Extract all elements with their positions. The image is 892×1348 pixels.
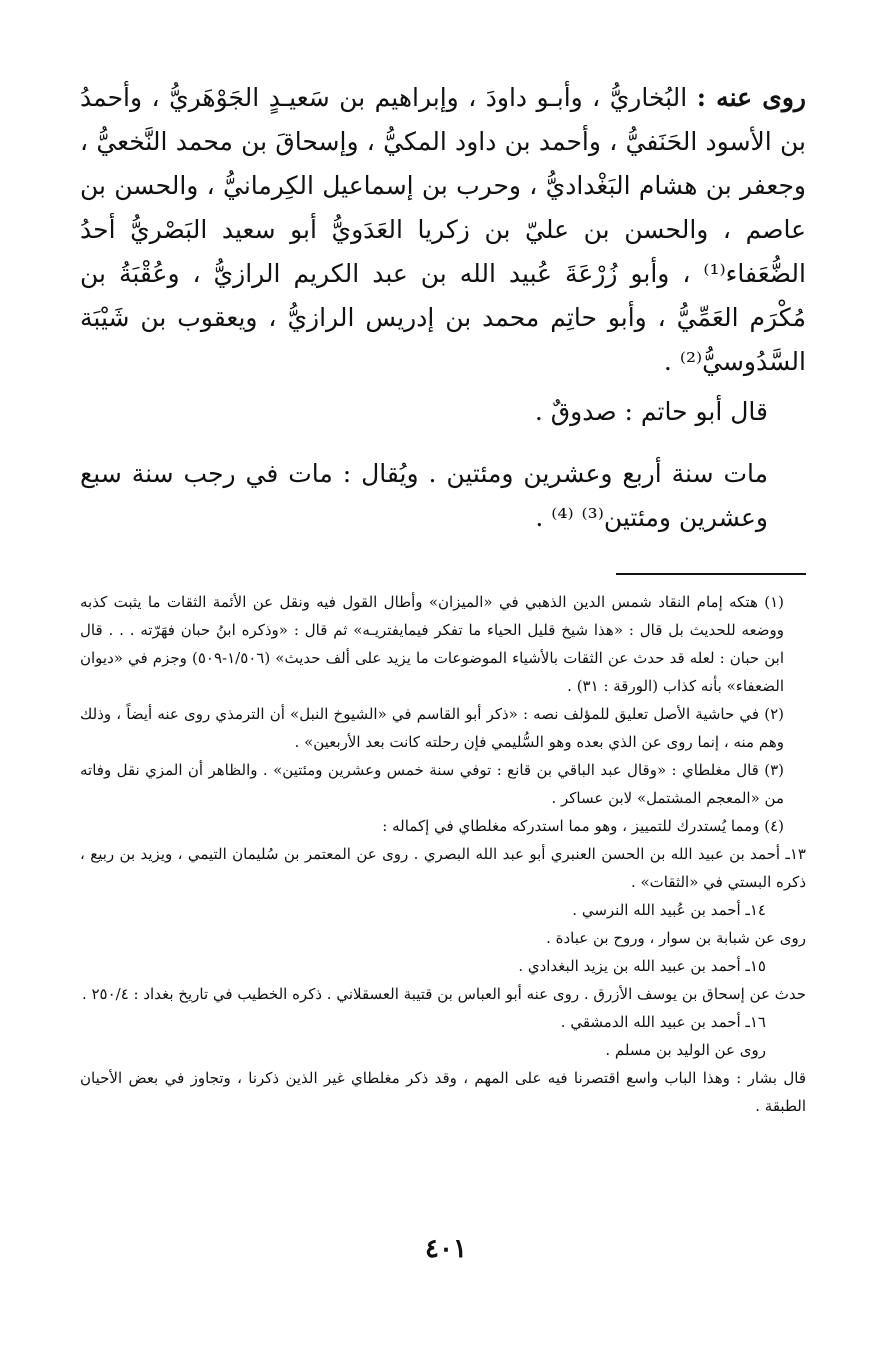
footnote-4: (٤) ومما يُستدرك للتمييز ، وهو مما استدركه مغلطاي في إكماله : <box>382 817 784 835</box>
main-text <box>80 76 806 540</box>
footnote-item-15-title: ١٥ـ أحمد بن عبيد الله بن يزيد البغدادي . <box>518 957 766 975</box>
footnote-item-14-title: ١٤ـ أحمد بن عُبيد الله النرسي . <box>572 901 766 919</box>
footnote-3: (٣) قال مغلطاي : «وقال عبد الباقي بن قانع : توفي سنة خمس وعشرين ومئتين» . والظاهر أن المزي نقل وفاته من «المعجم المشتمل» لابن عساكر . <box>80 761 784 807</box>
footnote-separator <box>616 573 806 575</box>
footnote-item-14-text: روى عن شبابة بن سوار ، وروح بن عبادة . <box>546 929 806 947</box>
footnote-item-16-text: روى عن الوليد بن مسلم . <box>605 1041 766 1059</box>
footnote-closing-note: قال بشار : وهذا الباب واسع اقتصرنا فيه على المهم ، وقد ذكر مغلطاي غير الذين ذكرنا ، وتجاوز في بعض الأحيان الطبقة . <box>80 1069 806 1115</box>
footnote-1: (١) هتكه إمام النقاد شمس الدين الذهبي في «الميزان» وأطال القول فيه ونقل عن الأئمة الثقات ما يثبت كذبه ووضعه للحديث بل قال : «هذا شيخ قليل الحياء ما تفكر فيمايفتريـه» ثم قال : «وذكره ابنُ حبان فهَرّته . . . قال ابن حبان : لعله قد حدث عن الثقات بالأشياء الموضوعات ما يزيد على ألف حديث» (١/٥٠٦-٥٠٩) وجزم في «ديوان الضعفاء» بأنه كذاب (الورقة : ٣١) . <box>80 593 785 695</box>
abu-hatim-statement: قال أبو حاتم : صدوقٌ . <box>534 397 768 426</box>
footnotes <box>80 588 806 1120</box>
narrators-list: البُخاريُّ ، وأبـو داودَ ، وإبراهيم بن سَعيـدٍ الجَوْهَريُّ ، وأحمدُ بن الأسود الحَنَفيُّ ، وأحمد بن داود المكيُّ ، وإسحاقَ بن محمد النَّخعيُّ ، وجعفر بن هشام البَغْداديُّ ، وحرب بن إسماعيل الكِرمانيُّ ، والحسن بن عاصم ، والحسن بن عليّ بن زكريا العَدَويُّ أبو سعيد البَصْريُّ أحدُ الضُّعَفاء⁽¹⁾ ، وأبو زُرْعَةَ عُبيد الله بن عبد الكريم الرازيُّ ، وعُقْبَةُ بن مُكْرَم العَمِّيُّ ، وأبو حاتِم محمد بن إدريس الرازيُّ ، ويعقوب بن شَيْبَة السَّدُوسيُّ⁽²⁾ . <box>80 83 806 376</box>
narrators-paragraph <box>80 76 806 384</box>
narrators-lead: روى عنه : <box>696 83 806 112</box>
footnote-item-16-title: ١٦ـ أحمد بن عبيد الله الدمشقي . <box>560 1013 766 1031</box>
death-date-paragraph: مات سنة أربع وعشرين ومئتين . ويُقال : مات في رجب سنة سبع وعشرين ومئتين⁽³⁾ ⁽⁴⁾ . <box>80 459 768 532</box>
footnote-item-13: ١٣ـ أحمد بن عبيد الله بن الحسن العنبري أبو عبد الله البصري . روى عن المعتمر بن سُليمان التيمي ، ويزيد بن ربيع ، ذكره البستي في «الثقات» . <box>80 845 806 891</box>
page-number: ٤٠١ <box>425 1234 467 1264</box>
footnote-item-15-text: حدث عن إسحاق بن يوسف الأزرق . روى عنه أبو العباس بن قتيبة العسقلاني . ذكره الخطيب في تاريخ بغداد : ٢٥٠/٤ . <box>81 985 806 1003</box>
footnote-2: (٢) في حاشية الأصل تعليق للمؤلف نصه : «ذكر أبو القاسم في «الشيوخ النبل» أن الترمذي روى عنه أيضاً ، وذلك وهم منه ، إنما روى عن الذي بعده وهو السُّليمي فإن رحلته كانت بعد الأربعين» . <box>80 705 784 751</box>
